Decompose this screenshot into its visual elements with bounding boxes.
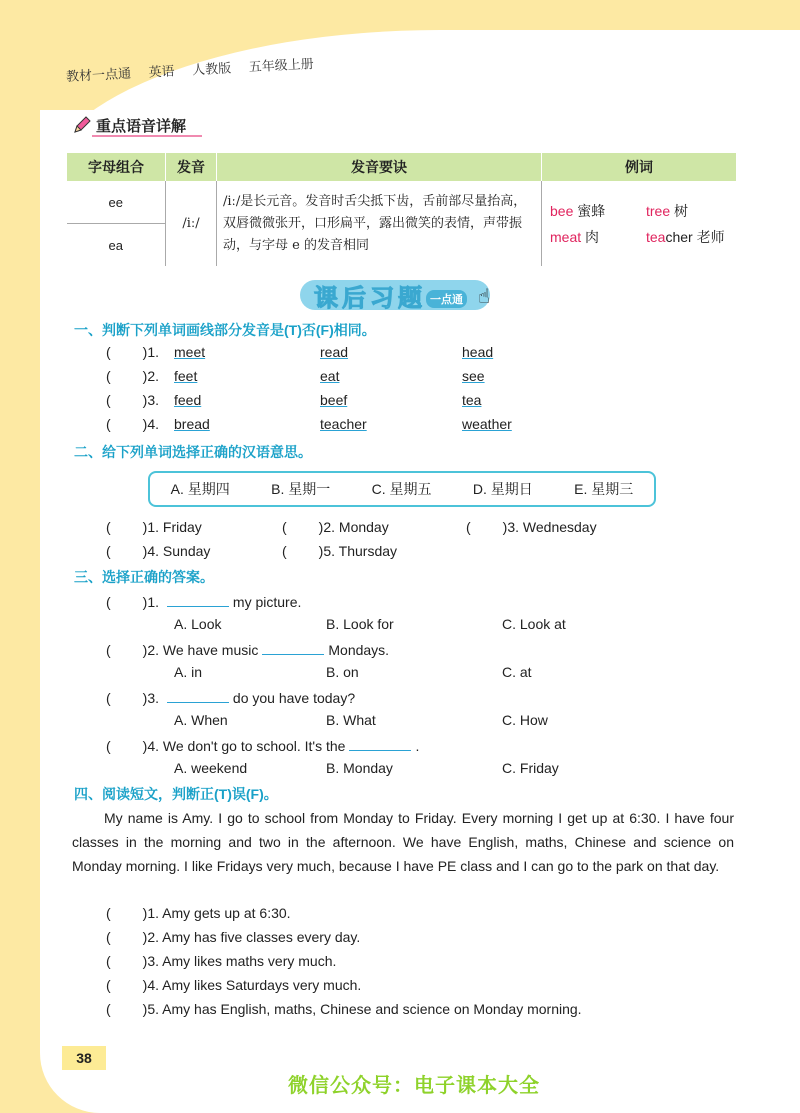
word: read [320, 344, 349, 360]
combo-ea: ea [108, 237, 123, 253]
pencil-icon [72, 115, 92, 135]
option: C. 星期五 [371, 481, 432, 497]
col-header-sound: 发音 [166, 153, 217, 181]
section-heading [72, 114, 186, 136]
phonics-table [66, 153, 736, 266]
q2-item: ( )2. Monday [282, 519, 389, 535]
q1-title: 一、判断下列单词画线部分发音是(T)否(F)相同。 [74, 322, 376, 338]
col-header-combo: 字母组合 [67, 153, 166, 181]
q1-row-4: ( )4. [106, 416, 160, 432]
banner-subtitle: 一点通 [426, 290, 467, 308]
header-book: 教材一点通 [65, 65, 132, 84]
q4-item: ( )2. Amy has five classes every day. [106, 929, 361, 945]
word: feet [174, 368, 198, 384]
banner-title: 课后习题 [314, 285, 426, 312]
exercise-banner [300, 276, 500, 318]
q2-item: ( )3. Wednesday [466, 519, 597, 535]
reading-passage: My name is Amy. I go to school from Monday to Friday. Every morning I get up at 6:30. I have four classes in the morning and two in the afternoon. We have English, maths, Chinese and science on Monday morning. I like Fridays very much, because I have PE class and I can go to the park on that day. [72, 810, 734, 874]
q3-item-4: ( )4. We don't go to school. It's the . [106, 738, 420, 754]
q3-title: 三、选择正确的答案。 [74, 569, 214, 585]
header-edition: 人教版 [191, 60, 232, 78]
option: B. Monday [326, 760, 393, 776]
option: A. Look [174, 616, 222, 632]
example-meaning: 老师 [696, 228, 725, 245]
example-words [542, 181, 737, 266]
q2-item: ( )1. Friday [106, 519, 202, 535]
example-meaning: 蜜蜂 [577, 202, 606, 219]
answer-blank [262, 640, 324, 655]
col-header-examples: 例词 [542, 153, 737, 181]
option: A. in [174, 664, 203, 680]
option: D. 星期日 [472, 481, 533, 497]
top-band [0, 0, 800, 110]
q3-item-2: ( )2. We have music Mondays. [106, 642, 390, 658]
option: B. What [326, 712, 376, 728]
word: eat [320, 368, 340, 384]
word: feed [174, 392, 202, 408]
q1-row-3: ( )3. [106, 392, 160, 408]
q2-option-box [148, 471, 656, 507]
pointing-hand-icon: ☝ [478, 286, 491, 308]
heading-underline [92, 135, 202, 137]
option: A. When [174, 712, 228, 728]
answer-blank [167, 688, 229, 703]
example-word: tree [646, 202, 671, 219]
page-number: 38 [62, 1046, 106, 1070]
item-number: 3. [147, 392, 160, 408]
word: beef [320, 392, 348, 408]
option: B. on [326, 664, 359, 680]
example-word-suffix: cher [665, 228, 693, 245]
q2-item: ( )5. Thursday [282, 543, 398, 559]
pronunciation-rule: /iː/是长元音。发音时舌尖抵下齿，舌前部尽量抬高，双唇微微张开，口形扁平，露出微笑的表情，声带振动，与字母 e 的发音相同 [217, 181, 542, 266]
q3-item-3: ( )3. do you have today? [106, 690, 356, 706]
col-header-rule: 发音要诀 [217, 153, 542, 181]
q1-row-1: ( )1. [106, 344, 160, 360]
word: meet [174, 344, 206, 360]
word: bread [174, 416, 210, 432]
word: teacher [320, 416, 367, 432]
option: A. 星期四 [170, 481, 230, 497]
option: B. 星期一 [271, 481, 331, 497]
q2-item: ( )4. Sunday [106, 543, 211, 559]
example-meaning: 肉 [585, 228, 600, 245]
q3-item-1: ( )1. my picture. [106, 594, 302, 610]
option: C. Friday [502, 760, 559, 776]
q4-item: ( )1. Amy gets up at 6:30. [106, 905, 291, 921]
option: C. at [502, 664, 532, 680]
option: B. Look for [326, 616, 394, 632]
watermark: 微信公众号：电子课本大全 [288, 1075, 540, 1097]
q1-row-2: ( )2. [106, 368, 160, 384]
item-number: 1. [147, 344, 160, 360]
q4-title: 四、阅读短文，判断正(T)误(F)。 [74, 786, 278, 802]
header-subject: 英语 [148, 63, 175, 80]
q2-title: 二、给下列单词选择正确的汉语意思。 [74, 444, 312, 460]
q4-item: ( )3. Amy likes maths very much. [106, 953, 337, 969]
word: see [462, 368, 485, 384]
example-word: tea [646, 228, 666, 245]
word: head [462, 344, 494, 360]
header-grade: 五年级上册 [248, 56, 315, 75]
example-word: bee [550, 202, 574, 219]
word: tea [462, 392, 482, 408]
phonetic-symbol: /iː/ [166, 181, 217, 266]
example-word: meat [550, 228, 582, 245]
option: E. 星期三 [574, 481, 634, 497]
word: weather [462, 416, 512, 432]
answer-blank [167, 592, 229, 607]
option: C. How [502, 712, 548, 728]
item-number: 4. [147, 416, 160, 432]
q4-item: ( )4. Amy likes Saturdays very much. [106, 977, 362, 993]
example-meaning: 树 [674, 202, 689, 219]
option: A. weekend [174, 760, 248, 776]
section-title: 重点语音详解 [96, 117, 187, 135]
item-number: 2. [147, 368, 160, 384]
answer-blank [349, 736, 411, 751]
option: C. Look at [502, 616, 566, 632]
combo-ee: ee [67, 181, 166, 224]
q4-item: ( )5. Amy has English, maths, Chinese and science on Monday morning. [106, 1001, 582, 1017]
